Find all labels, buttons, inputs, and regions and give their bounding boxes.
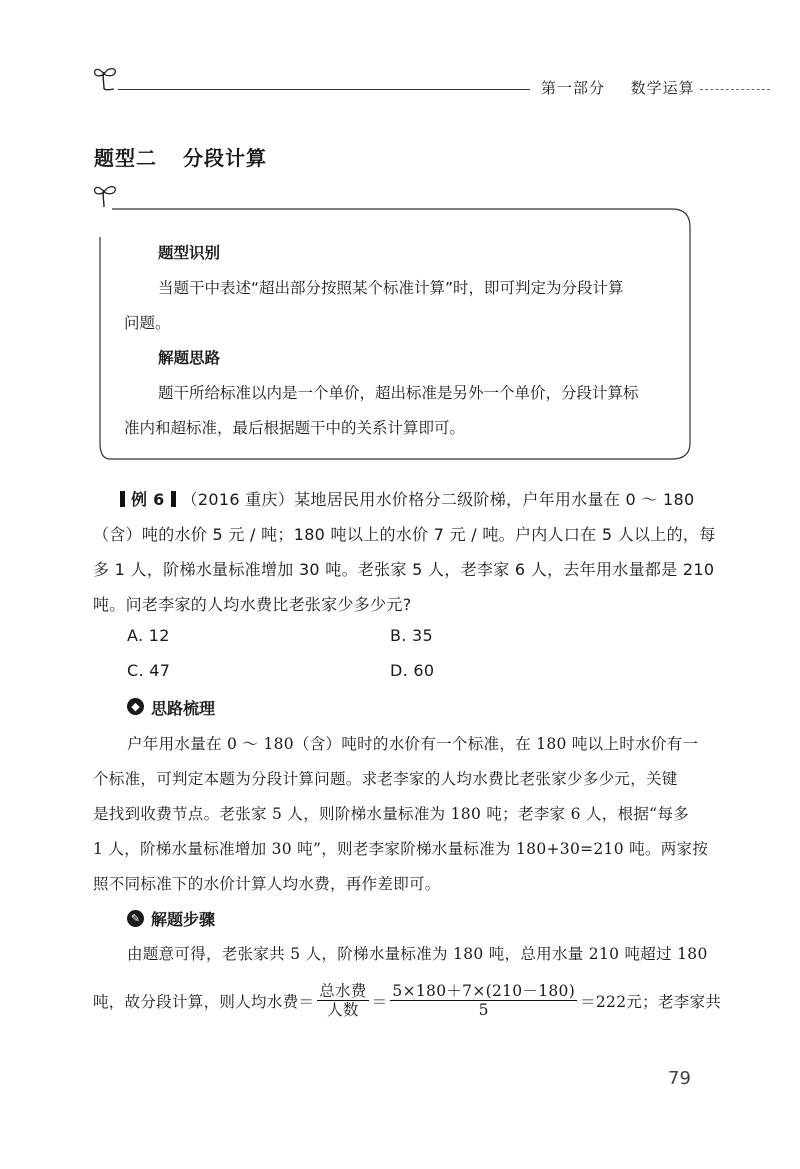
analysis-title: 思路梳理 (151, 699, 216, 718)
info-text-identify-1: 当题干中表述“超出部分按照某个标准计算”时，即可判定为分段计算 (158, 279, 624, 297)
info-heading-approach: 解题思路 (158, 349, 221, 367)
steps-line-2 (93, 982, 721, 1019)
example-label: 例 6 (131, 490, 165, 509)
info-text-approach-1: 题干所给标准以内是一个单价，超出标准是另外一个单价，分段计算标 (158, 384, 639, 402)
analysis-line-1: 户年用水量在 0 ～ 180（含）吨时的水价有一个标准，在 180 吨以上时水价有一 (127, 735, 699, 753)
fraction-1-numerator: 总水费 (319, 982, 367, 1000)
steps-line-2-suffix: ＝222元；老李家共 (580, 992, 722, 1011)
title-part1: 题型二 (94, 146, 157, 170)
pencil-icon: ✎ (127, 910, 144, 927)
analysis-line-5: 照不同标准下的水价计算人均水费，再作差即可。 (93, 875, 441, 893)
example-line-1 (114, 487, 695, 510)
info-text-approach-2: 准内和超标准，最后根据题干中的关系计算即可。 (124, 419, 466, 437)
steps-line-1: 由题意可得，老张家共 5 人，阶梯水量标准为 180 吨，总用水量 210 吨超过 180 (127, 945, 708, 963)
info-text-identify-2: 问题。 (124, 314, 171, 332)
example-line-2: （含）吨的水价 5 元 / 吨；180 吨以上的水价 7 元 / 吨。户内人口在 5 人以上的，每 (93, 525, 716, 544)
header-dash-rule (700, 89, 770, 90)
option-b: B. 35 (390, 626, 434, 645)
fraction-2-numerator: 5×180＋7×(210－180) (392, 982, 576, 1000)
header-rule (118, 89, 530, 90)
option-c: C. 47 (127, 661, 171, 680)
fraction-total-over-people (317, 982, 368, 1019)
example-marker-right (171, 491, 176, 507)
lightbulb-icon: ◆ (127, 698, 144, 715)
equals-sign: ＝ (371, 992, 388, 1011)
analysis-line-3: 是找到收费节点。老张家 5 人，则阶梯水量标准为 180 吨；老李家 6 人，根据“每多 (93, 805, 689, 823)
analysis-line-2: 个标准，可判定本题为分段计算问题。求老李家的人均水费比老张家少多少元，关键 (93, 770, 678, 788)
option-a: A. 12 (127, 626, 170, 645)
header-chapter: 数学运算 (630, 79, 695, 97)
example-line-3: 多 1 人，阶梯水量标准增加 30 吨。老张家 5 人，老李家 6 人，去年用水量都是 210 (93, 560, 715, 579)
page-number: 79 (668, 1068, 691, 1089)
example-text-1: （2016 重庆）某地居民用水价格分二级阶梯，户年用水量在 0 ～ 180 (181, 490, 695, 509)
steps-title: 解题步骤 (151, 910, 216, 929)
title-part2: 分段计算 (183, 146, 267, 170)
fraction-calculation (390, 982, 577, 1019)
example-line-4: 吨。问老李家的人均水费比老张家少多少元? (93, 595, 412, 614)
fraction-1-denominator: 人数 (327, 1001, 359, 1019)
analysis-line-4: 1 人，阶梯水量标准增加 30 吨”，则老李家阶梯水量标准为 180+30=210 吨。两家按 (93, 840, 709, 858)
header-section: 第一部分 (541, 79, 606, 97)
option-d: D. 60 (390, 661, 435, 680)
running-header (541, 77, 695, 98)
info-heading-identify: 题型识别 (158, 244, 221, 262)
example-marker-left (120, 491, 125, 507)
page-title (94, 142, 267, 171)
steps-line-2-prefix: 吨，故分段计算，则人均水费＝ (93, 992, 315, 1011)
sprout-icon (92, 62, 120, 92)
fraction-2-denominator: 5 (478, 1001, 489, 1019)
sprout-icon (92, 180, 120, 210)
